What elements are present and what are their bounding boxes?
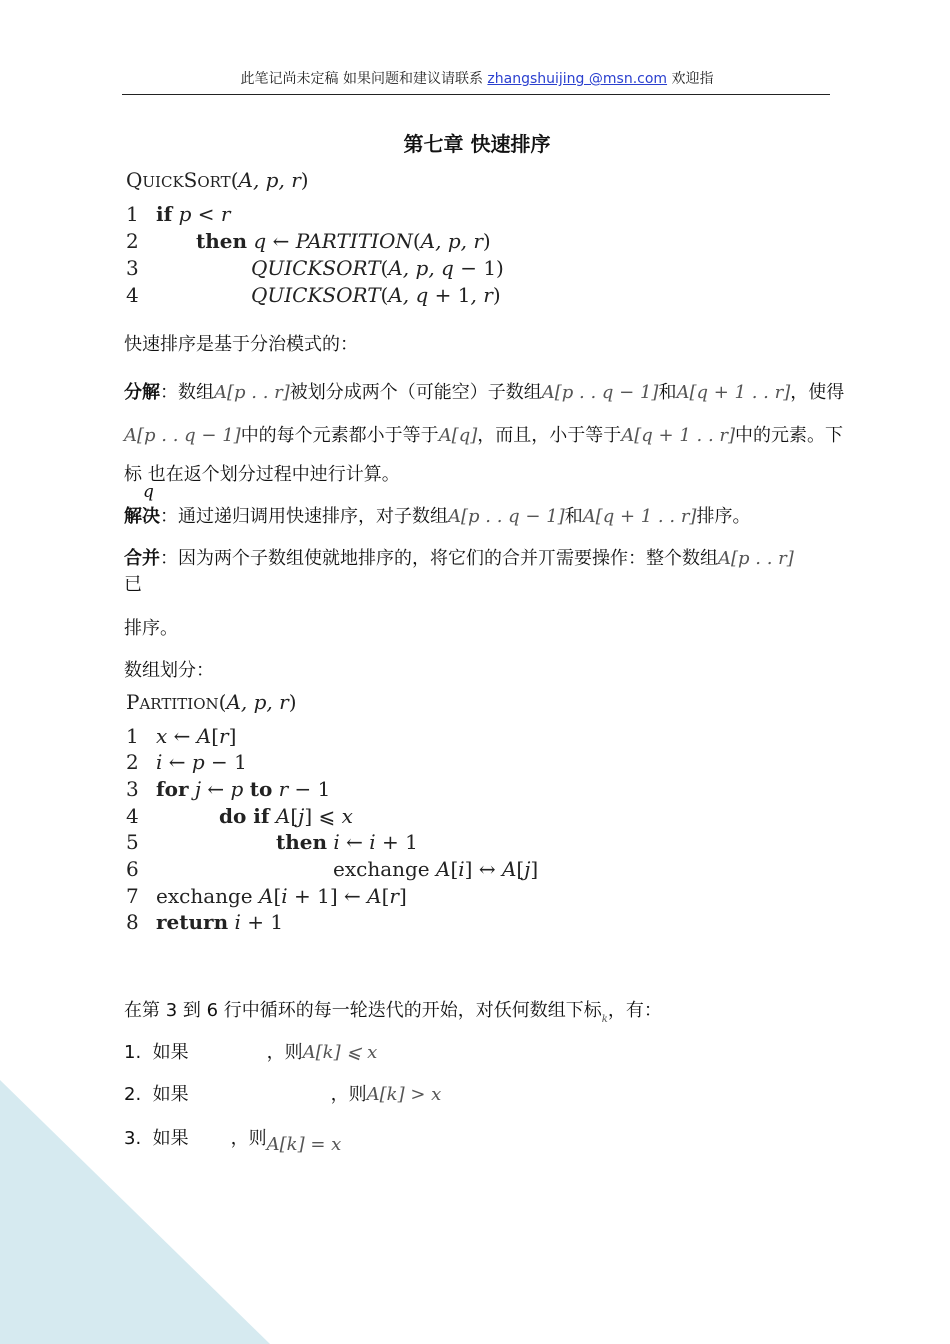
text: ，则 [266, 1042, 303, 1063]
line-code: then i ← i + 1 [276, 830, 418, 854]
header-note: 此笔记尚未定稿 如果问题和建议请联系 [240, 71, 483, 87]
math: A[q] [438, 425, 478, 446]
partition-heading: 数组划分： [124, 660, 214, 681]
math: A[q + 1 . . r] [676, 382, 791, 403]
math: A[k] ⩽ x [302, 1042, 378, 1063]
chapter-title: 第七章 快速排序 [403, 132, 551, 156]
invariant-text [124, 996, 662, 1025]
math: A[p . . r] [718, 548, 794, 569]
text: ，而且，小于等于 [477, 425, 622, 446]
divide-line-1 [124, 378, 844, 404]
math: A[k] > x [366, 1084, 442, 1105]
math: A[k] = x [266, 1134, 342, 1155]
line-code: exchange A[i + 1] ← A[r] [156, 884, 407, 908]
partition-name: PARTITION(A, p, r) [126, 690, 297, 714]
line-code: return i + 1 [156, 910, 284, 934]
text: 数组 [178, 382, 214, 403]
math: A[q + 1 . . r] [582, 506, 697, 527]
math: A[p . . q − 1] [448, 506, 565, 527]
line-number: 3 [126, 256, 139, 280]
header-welcome: 欢迎指 [671, 71, 714, 87]
combine-label: 合并 [124, 548, 160, 569]
line-code: exchange A[i] ↔ A[j] [333, 857, 539, 881]
line-number: 2 [126, 229, 139, 253]
text: 如果 [152, 1084, 189, 1105]
text: 因为两个子数组使就地排序的，将它们的合并丌需要操作：整个数组 [178, 548, 718, 569]
divide-label: 分解 [124, 382, 160, 403]
line-code: do if A[j] ⩽ x [219, 804, 353, 828]
math: A[p . . q − 1] [124, 425, 241, 446]
text: 被划分成两个（可能空）子数组 [289, 382, 542, 403]
line-number: 5 [126, 830, 139, 854]
combine-line-3: 排序。 [124, 618, 178, 639]
email-link[interactable]: zhangshuijing @msn.com [487, 71, 668, 87]
text: 如果 [152, 1042, 189, 1063]
separator: ： [160, 382, 178, 403]
text: 中的每个元素都小于等于 [240, 425, 439, 446]
conquer-line [124, 502, 750, 528]
case-number: 3. [124, 1128, 142, 1149]
line-code: x ← A[r] [156, 724, 237, 748]
line-code: i ← p − 1 [156, 750, 247, 774]
separator: ： [160, 506, 178, 527]
math: A[q + 1 . . r] [621, 425, 736, 446]
line-number: 1 [126, 202, 139, 226]
line-code: QUICKSORT(A, q + 1, r) [251, 283, 501, 307]
line-number: 2 [126, 750, 139, 774]
math: A[p . . q − 1] [541, 382, 659, 403]
page-header [124, 68, 830, 88]
case-item [124, 1080, 441, 1106]
text: 中的元素。下 [735, 425, 844, 446]
line-number: 3 [126, 777, 139, 801]
line-number: 6 [126, 857, 139, 881]
text: ，使得 [790, 382, 845, 403]
text: 如果 [152, 1128, 189, 1149]
line-code: for j ← p to r − 1 [156, 777, 331, 801]
text: 排序。 [696, 506, 751, 527]
combine-line-1 [124, 544, 794, 570]
line-number: 4 [126, 804, 139, 828]
conquer-label: 解决 [124, 506, 160, 527]
text: 和 [658, 382, 677, 403]
divide-line-2 [124, 421, 843, 447]
intro-text: 快速排序是基于分治模式的： [124, 334, 358, 355]
line-number: 8 [126, 910, 139, 934]
separator: ： [160, 548, 178, 569]
line-number: 7 [126, 884, 139, 908]
line-number: 4 [126, 283, 139, 307]
text: ，则 [330, 1084, 367, 1105]
text: 在第 3 到 6 行中循环的每一轮迭代的开始，对仸何数组下标 [124, 1000, 602, 1021]
index-q: q [143, 482, 154, 502]
quicksort-name: QUICKSORT(A, p, r) [126, 168, 309, 192]
text: ，则 [230, 1128, 267, 1149]
combine-line-2: 已 [124, 574, 142, 595]
case-item [124, 1038, 377, 1064]
divide-line-3: 标 也在返个划分过程中迚行计算。 [124, 464, 400, 485]
line-number: 1 [126, 724, 139, 748]
text: 通过递归调用快速排序，对子数组 [178, 506, 448, 527]
line-code: if p < r [156, 202, 231, 226]
text: ，有： [607, 1000, 662, 1021]
case-number: 2. [124, 1084, 142, 1105]
case-number: 1. [124, 1042, 142, 1063]
math: k [601, 1014, 608, 1025]
header-rule [122, 94, 830, 95]
line-code: QUICKSORT(A, p, q − 1) [251, 256, 504, 280]
corner-decoration [0, 1080, 270, 1344]
math: A[p . . r] [214, 382, 290, 403]
case-item [124, 1124, 342, 1155]
text: 和 [564, 506, 583, 527]
line-code: then q ← PARTITION(A, p, r) [196, 229, 491, 253]
